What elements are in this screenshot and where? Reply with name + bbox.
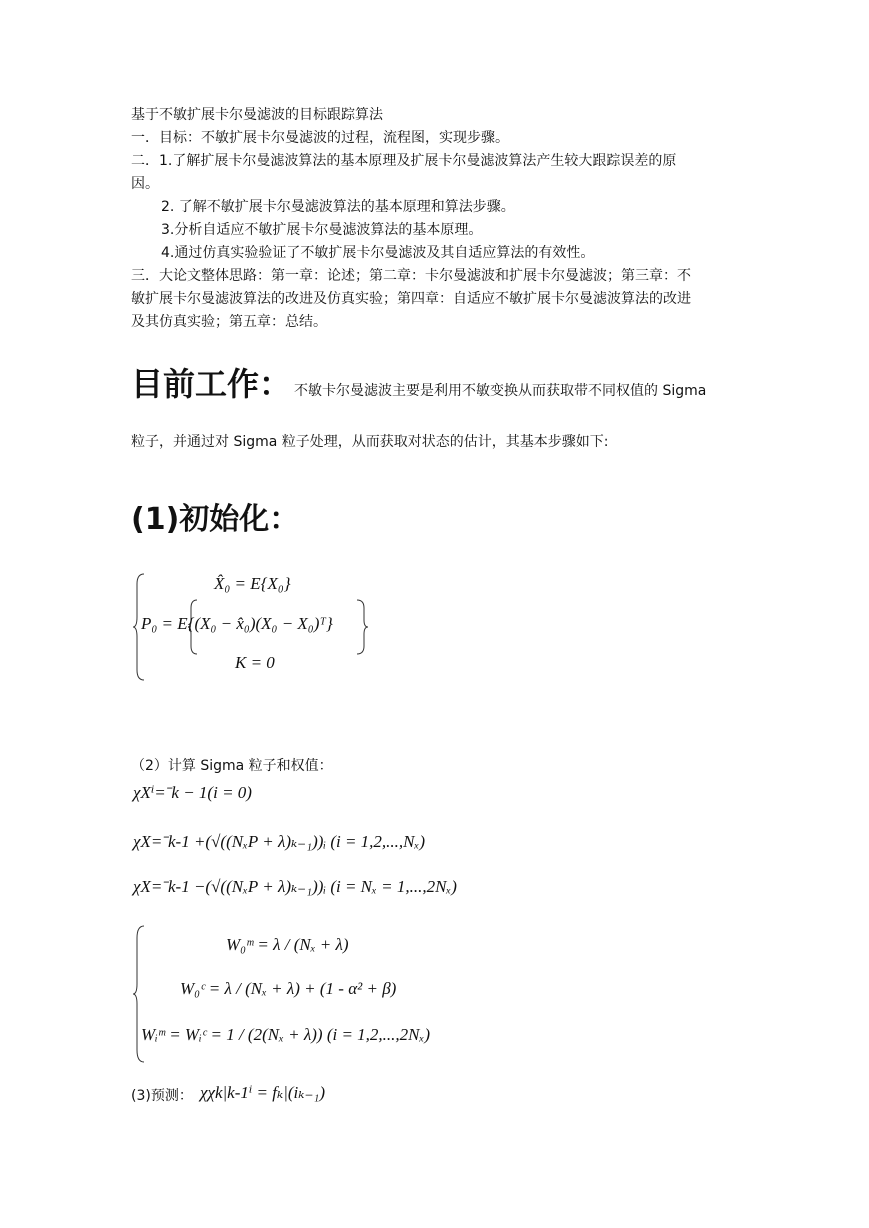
task-line-1-cont: 因。 xyxy=(131,176,159,192)
outline-line-2: 敏扩展卡尔曼滤波算法的改进及仿真实验；第四章：自适应不敏扩展卡尔曼滤波算法的改进 xyxy=(131,291,691,307)
current-work-heading: 目前工作： xyxy=(131,365,292,403)
task-line-1: 二．1.了解扩展卡尔曼滤波算法的基本原理及扩展卡尔曼滤波算法产生较大跟踪误差的原 xyxy=(131,153,677,169)
step2-weight-cov-0: W₀ᶜ = λ / (Nₓ + λ) + (1 - α² + β) xyxy=(180,979,397,998)
step2-heading: （2）计算 Sigma 粒子和权值： xyxy=(131,758,333,774)
task-item-2: 2. 了解不敏扩展卡尔曼滤波算法的基本原理和算法步骤。 xyxy=(161,199,515,215)
step2-eq-sigma-0: χXⁱ=ˉk − 1(i = 0) xyxy=(133,783,252,802)
goal-line: 一．目标：不敏扩展卡尔曼滤波的过程，流程图，实现步骤。 xyxy=(131,130,509,146)
step1-eq-k-zero: K = 0 xyxy=(235,653,275,672)
document-title: 基于不敏扩展卡尔曼滤波的目标跟踪算法 xyxy=(131,107,383,123)
current-work-text-1: 不敏卡尔曼滤波主要是利用不敏变换从而获取带不同权值的 Sigma xyxy=(294,383,707,399)
task-item-3: 3.分析自适应不敏扩展卡尔曼滤波算法的基本原理。 xyxy=(161,222,483,238)
step2-eq-sigma-minus: χX=ˉk-1 −(√((NₓP + λ)ₖ₋₁))ᵢ (i = Nₓ = 1,...,2Nₓ) xyxy=(133,877,457,896)
outline-line-3: 及其仿真实验；第五章：总结。 xyxy=(131,314,327,330)
step1-heading: (1)初始化： xyxy=(131,502,300,537)
current-work-text-2: 粒子，并通过对 Sigma 粒子处理，从而获取对状态的估计，其基本步骤如下: xyxy=(131,434,609,450)
step3-label: (3)预测： xyxy=(131,1088,193,1104)
step1-eq-init-estimate: X̂₀ = E{X₀} xyxy=(214,574,291,593)
step1-eq-init-covariance: P₀ = E{(X₀ − x̂₀)(X₀ − X₀)ᵀ} xyxy=(141,614,333,633)
task-item-4: 4.通过仿真实验验证了不敏扩展卡尔曼滤波及其自适应算法的有效性。 xyxy=(161,245,595,261)
step1-right-brace xyxy=(355,598,369,656)
step2-weight-i: Wᵢᵐ = Wᵢᶜ = 1 / (2(Nₓ + λ)) (i = 1,2,...,2Nₓ) xyxy=(141,1025,431,1044)
step2-weight-mean-0: W₀ᵐ = λ / (Nₓ + λ) xyxy=(226,935,349,954)
step2-eq-sigma-plus: χX=ˉk-1 +(√((NₓP + λ)ₖ₋₁))ᵢ (i = 1,2,...,Nₓ) xyxy=(133,832,426,851)
outline-line-1: 三．大论文整体思路：第一章：论述；第二章：卡尔曼滤波和扩展卡尔曼滤波；第三章：不 xyxy=(131,268,691,284)
step3-eq-predict: χχk|k-1ⁱ = fₖ|(iₖ₋₁) xyxy=(200,1083,326,1102)
